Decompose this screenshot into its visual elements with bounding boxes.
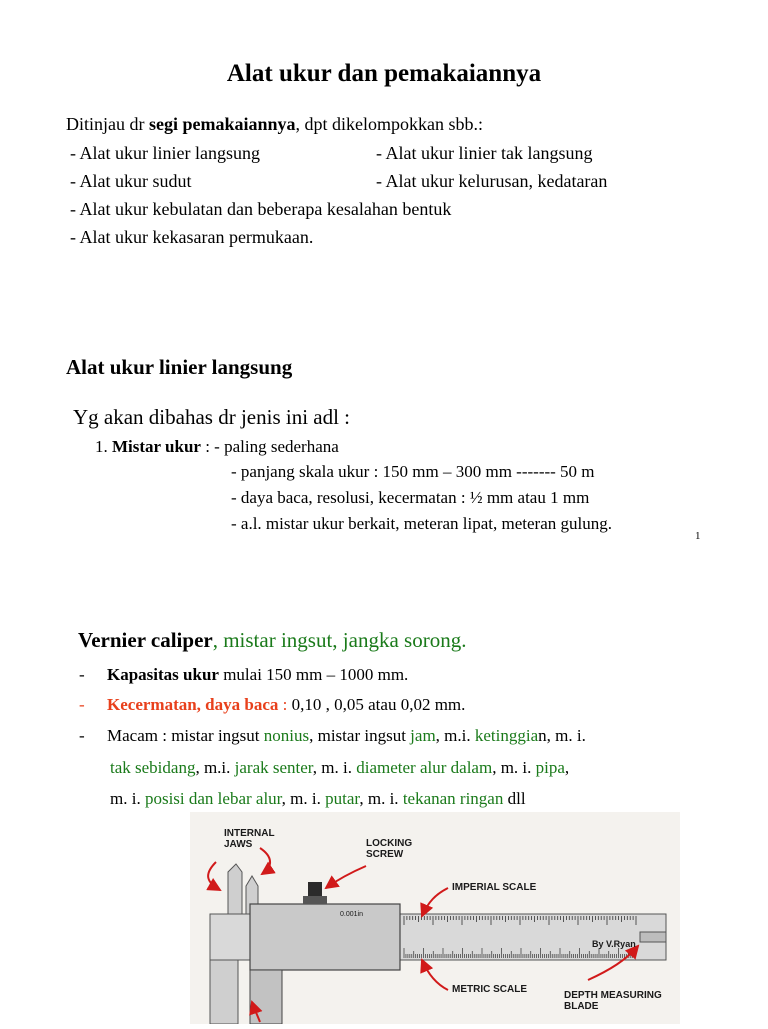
type-diameter-alur: diameter alur dalam xyxy=(356,758,493,777)
group-item-linier-tak-langsung: - Alat ukur linier tak langsung xyxy=(376,143,593,163)
intro-line xyxy=(66,113,483,135)
types-sep: , m. i. xyxy=(312,758,357,777)
types-tail: n, m. i. xyxy=(538,726,586,745)
arrow-imperial-scale xyxy=(422,888,448,916)
group-item-kekasaran: - Alat ukur kekasaran permukaan. xyxy=(70,227,314,247)
intro-suffix: , dpt dikelompokkan sbb.: xyxy=(295,114,484,134)
label-locking-screw: LOCKING SCREW xyxy=(366,838,413,860)
intro-bold: segi pemakaiannya xyxy=(149,114,296,134)
group-item-kelurusan: - Alat ukur kelurusan, kedataran xyxy=(376,171,608,191)
group-item-sudut: - Alat ukur sudut xyxy=(70,171,192,191)
item-title: Mistar ukur xyxy=(112,437,201,456)
accuracy-line xyxy=(107,694,465,715)
types-sep: , m. i. xyxy=(281,789,326,808)
item-number: 1. xyxy=(95,437,112,456)
types-sep: , mistar ingsut xyxy=(309,726,411,745)
item-first-point: : - paling sederhana xyxy=(200,437,339,456)
vernier-slider xyxy=(250,904,400,970)
item-point-daya-baca: - daya baca, resolusi, kecermatan : ½ mm atau 1 mm xyxy=(231,488,590,507)
bullet-dash: - xyxy=(79,726,85,745)
section-heading: Alat ukur linier langsung xyxy=(66,355,293,379)
type-pipa: pipa xyxy=(535,758,565,777)
types-prefix: m. i. xyxy=(110,789,145,808)
capacity-text: mulai 150 mm – 1000 mm. xyxy=(218,665,409,684)
depth-blade xyxy=(640,932,666,942)
bullet-dash: - xyxy=(79,665,85,684)
item-point-contoh: - a.l. mistar ukur berkait, meteran lipat, meteran gulung. xyxy=(231,514,612,533)
arrow-metric-scale xyxy=(422,960,448,990)
fixed-internal-jaw xyxy=(228,864,242,914)
accuracy-text: 0,10 , 0,05 atau 0,02 mm. xyxy=(287,695,466,714)
type-ketinggian: ketinggia xyxy=(474,726,539,745)
locking-screw xyxy=(308,882,322,898)
label-credit: By V.Ryan xyxy=(592,939,636,949)
types-tail: dll xyxy=(503,789,526,808)
types-line-3 xyxy=(110,788,526,809)
types-prefix: Macam : mistar ingsut xyxy=(107,726,264,745)
types-sep: , m.i. xyxy=(195,758,235,777)
capacity-line xyxy=(107,664,408,685)
types-sep: , m.i. xyxy=(435,726,475,745)
vernier-heading xyxy=(78,627,466,653)
label-imperial-scale: IMPERIAL SCALE xyxy=(452,882,537,893)
label-depth-blade: DEPTH MEASURING BLADE xyxy=(564,990,662,1012)
label-internal-jaws: INTERNAL JAWS xyxy=(224,828,275,850)
bullet-dash: - xyxy=(79,695,85,714)
type-putar: putar xyxy=(325,789,360,808)
label-metric-scale: METRIC SCALE xyxy=(452,984,527,995)
accuracy-label: Kecermatan, daya baca xyxy=(107,695,279,714)
vernier-caliper-figure xyxy=(190,812,680,1024)
type-tekanan-ringan: tekanan ringan xyxy=(402,789,504,808)
arrow-locking-screw xyxy=(326,866,366,888)
page-number: 1 xyxy=(695,530,701,542)
intro-prefix: Ditinjau dr xyxy=(66,114,149,134)
type-jam: jam xyxy=(410,726,436,745)
slider-external-jaw xyxy=(250,970,282,1024)
types-line-1 xyxy=(107,725,586,746)
vernier-heading-alt: , mistar ingsut, jangka sorong. xyxy=(212,628,467,652)
group-item-kebulatan: - Alat ukur kebulatan dan beberapa kesalahan bentuk xyxy=(70,199,452,219)
types-sep: , m. i. xyxy=(359,789,403,808)
arrow-internal-jaws xyxy=(208,862,220,890)
vernier-heading-bold: Vernier caliper xyxy=(78,628,213,652)
types-line-2 xyxy=(110,757,569,778)
group-item-linier-langsung: - Alat ukur linier langsung xyxy=(70,143,260,163)
type-nonius: nonius xyxy=(263,726,310,745)
page-title: Alat ukur dan pemakaiannya xyxy=(226,60,542,87)
types-tail: , xyxy=(564,758,570,777)
accuracy-sep: : xyxy=(278,695,288,714)
type-jarak-senter: jarak senter xyxy=(234,758,313,777)
capacity-label: Kapasitas ukur xyxy=(107,665,219,684)
fixed-external-jaw xyxy=(210,960,238,1024)
item-point-panjang: - panjang skala ukur : 150 mm – 300 mm ------- 50 m xyxy=(231,462,595,481)
types-sep: , m. i. xyxy=(492,758,536,777)
label-vernier-mark: 0.001in xyxy=(340,911,363,918)
arrow-internal-jaws xyxy=(260,848,270,874)
item-mistar-ukur xyxy=(95,436,339,457)
type-posisi-lebar-alur: posisi dan lebar alur xyxy=(144,789,282,808)
discussion-line: Yg akan dibahas dr jenis ini adl : xyxy=(73,405,351,429)
type-tak-sebidang: tak sebidang xyxy=(110,758,196,777)
